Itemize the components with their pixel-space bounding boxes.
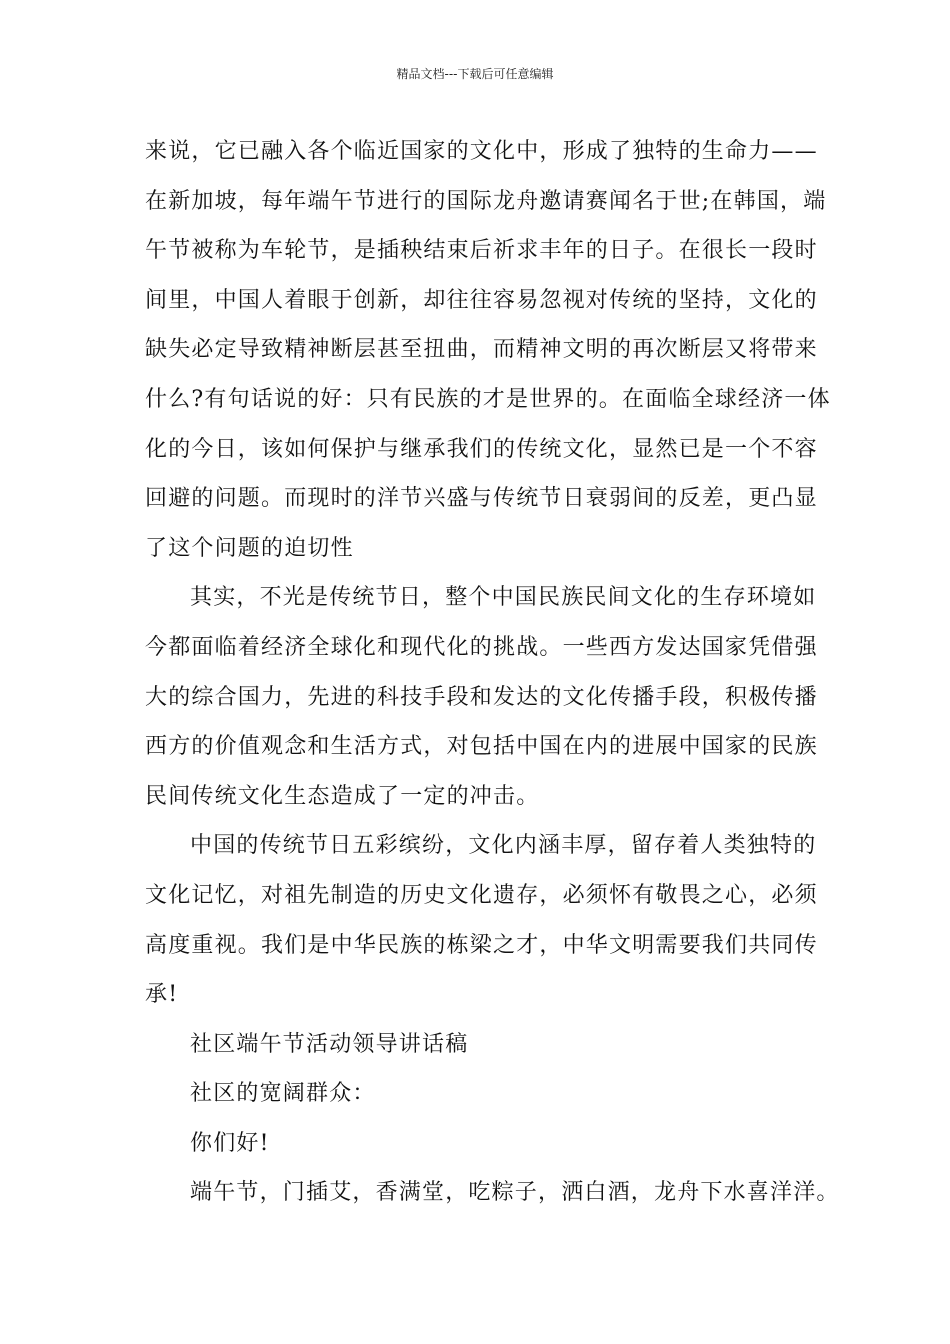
text-line: 你们好! (190, 1130, 270, 1156)
paragraph-7 (145, 1168, 840, 1218)
text-line: 今都面临着经济全球化和现代化的挑战。一些西方发达国家凭借强 (145, 634, 818, 660)
text-line: 高度重视。我们是中华民族的栋梁之才，中华文明需要我们共同传 (145, 932, 818, 958)
text-line: 端午节，门插艾，香满堂，吃粽子，洒白酒，龙舟下水喜洋洋。 (190, 1180, 840, 1206)
text-line: 中国的传统节日五彩缤纷，文化内涵丰厚，留存着人类独特的 (190, 833, 817, 859)
document-body (145, 127, 840, 1218)
text-line: 了这个问题的迫切性 (145, 535, 354, 561)
text-line: 社区的宽阔群众： (190, 1081, 376, 1107)
text-line: 午节被称为车轮节，是插秧结束后祈求丰年的日子。在很长一段时 (145, 238, 818, 264)
text-line: 来说，它已融入各个临近国家的文化中，形成了独特的生命力—— (145, 139, 818, 164)
text-line: 其实，不光是传统节日，整个中国民族民间文化的生存环境如 (190, 585, 817, 611)
text-line: 缺失必定导致精神断层甚至扭曲，而精神文明的再次断层又将带来 (145, 337, 818, 363)
text-line: 大的综合国力，先进的科技手段和发达的文化传播手段，积极传播 (145, 684, 818, 710)
text-line: 民间传统文化生态造成了一定的冲击。 (145, 783, 540, 809)
paragraph-1 (145, 127, 831, 573)
text-line: 承! (145, 982, 179, 1008)
text-line: 在新加坡，每年端午节进行的国际龙舟邀请赛闻名于世;在韩国，端 (145, 188, 827, 214)
paragraph-2 (145, 573, 825, 821)
text-line: 间里，中国人着眼于创新，却往往容易忽视对传统的坚持，文化的 (145, 287, 818, 313)
salutation (145, 1069, 825, 1119)
text-line: 西方的价值观念和生活方式，对包括中国在内的进展中国家的民族 (145, 734, 818, 760)
greeting (145, 1119, 825, 1169)
paragraph-3 (145, 821, 825, 1019)
speech-title (145, 1020, 825, 1070)
text-line: 什么?有句话说的好：只有民族的才是世界的。在面临全球经济一体 (145, 386, 831, 412)
page-header: 精品文档---下载后可任意编辑 (396, 67, 554, 81)
text-line: 回避的问题。而现时的洋节兴盛与传统节日衰弱间的反差，更凸显 (145, 486, 818, 512)
text-line: 社区端午节活动领导讲话稿 (190, 1031, 469, 1057)
text-line: 文化记忆，对祖先制造的历史文化遗存，必须怀有敬畏之心，必须 (145, 882, 818, 908)
text-line: 化的今日，该如何保护与继承我们的传统文化，显然已是一个不容 (145, 436, 818, 462)
